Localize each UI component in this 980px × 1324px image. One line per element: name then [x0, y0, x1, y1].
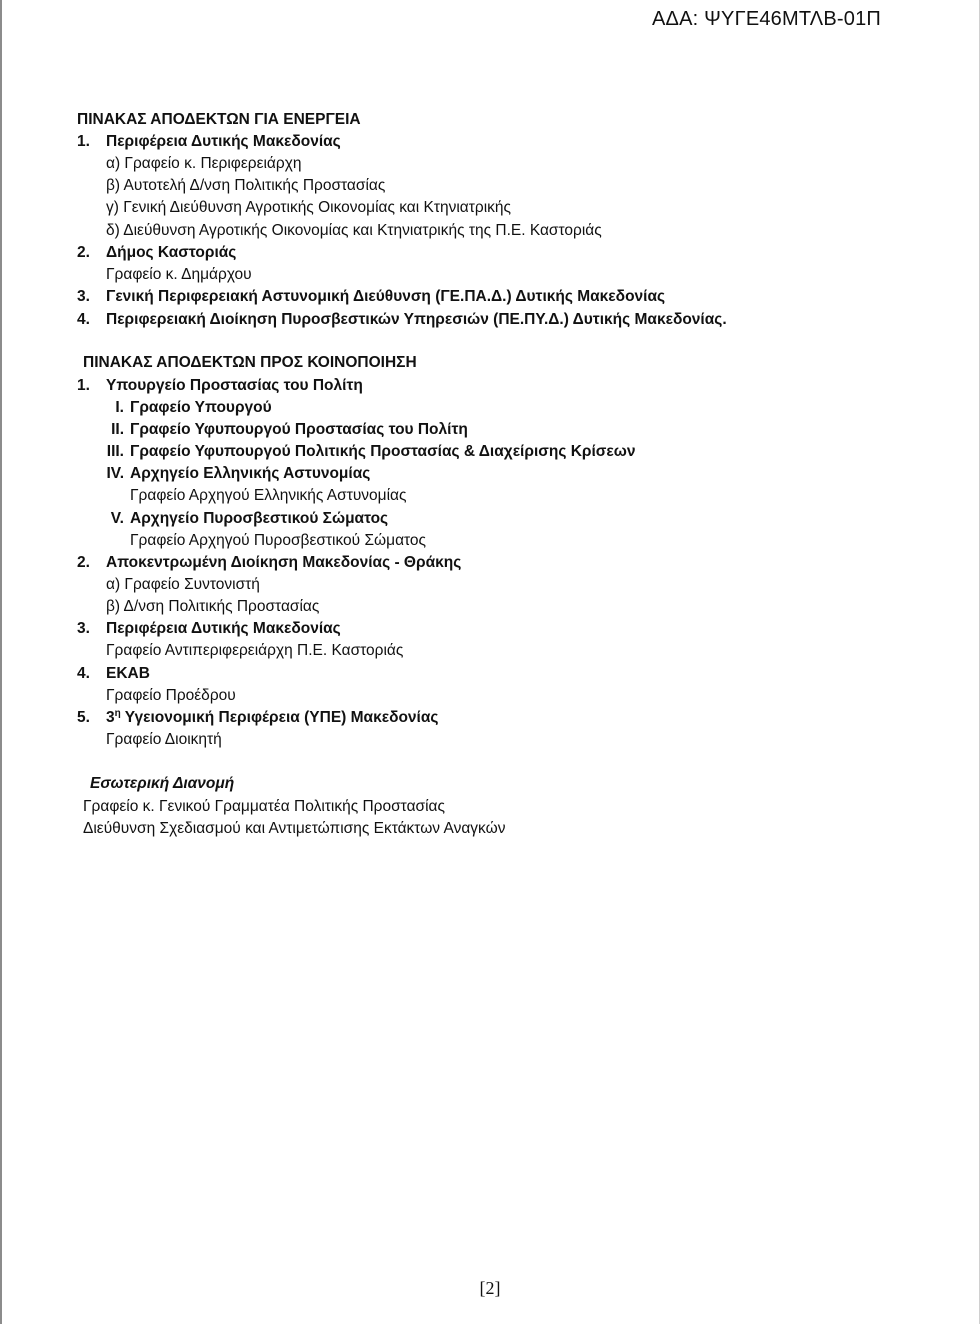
notify-item-2-sub-b: β) Δ/νση Πολιτικής Προστασίας: [106, 598, 320, 615]
notify-item-2-number: 2.: [77, 554, 90, 571]
action-item-1-sub-d: δ) Διεύθυνση Αγροτικής Οικονομίας και Κτηνιατρικής της Π.Ε. Καστοριάς: [106, 222, 602, 239]
roman-iii-name: Γραφείο Υφυπουργού Πολιτικής Προστασίας & Διαχείρισης Κρίσεων: [130, 443, 636, 460]
action-item-3-number: 3.: [77, 288, 90, 305]
notify-item-3-name: Περιφέρεια Δυτικής Μακεδονίας: [106, 620, 341, 637]
notify-item-4-sub: Γραφείο Προέδρου: [106, 687, 236, 704]
roman-i-number: I.: [115, 399, 124, 416]
action-item-4-name: Περιφερειακή Διοίκηση Πυροσβεστικών Υπηρεσιών (ΠΕ.ΠΥ.Δ.) Δυτικής Μακεδονίας.: [106, 311, 727, 328]
roman-v-name: Αρχηγείο Πυροσβεστικού Σώματος: [130, 510, 389, 527]
action-list-title: ΠΙΝΑΚΑΣ ΑΠΟΔΕΚΤΩΝ ΓΙΑ ΕΝΕΡΓΕΙΑ: [77, 111, 361, 128]
roman-iii-number: III.: [106, 443, 124, 460]
notify-item-2-sub-a: α) Γραφείο Συντονιστή: [106, 576, 260, 593]
notify-item-3-number: 3.: [77, 620, 90, 637]
action-item-2-name: Δήμος Καστοριάς: [106, 244, 237, 261]
internal-line-2: Διεύθυνση Σχεδιασμού και Αντιμετώπισης Εκτάκτων Αναγκών: [83, 820, 506, 837]
notify-item-5-name-rest: Υγειονομική Περιφέρεια (ΥΠΕ) Μακεδονίας: [120, 709, 439, 726]
roman-v-number: V.: [110, 510, 124, 527]
action-item-3-name: Γενική Περιφερειακή Αστυνομική Διεύθυνση (ΓΕ.ΠΑ.Δ.) Δυτικής Μακεδονίας: [106, 288, 666, 305]
roman-iv-sub: Γραφείο Αρχηγού Ελληνικής Αστυνομίας: [130, 487, 407, 504]
roman-iv-number: IV.: [106, 465, 124, 482]
action-item-2-sub: Γραφείο κ. Δημάρχου: [106, 266, 252, 283]
notify-item-5-name-prefix: 3: [106, 709, 115, 726]
notify-item-4-number: 4.: [77, 665, 90, 682]
notify-item-2-name: Αποκεντρωμένη Διοίκηση Μακεδονίας - Θράκης: [106, 554, 462, 571]
notify-item-5-name-sup: η: [114, 708, 121, 719]
roman-ii-name: Γραφείο Υφυπουργού Προστασίας του Πολίτη: [130, 421, 468, 438]
ada-code: ΑΔΑ: ΨΥΓΕ46ΜΤΛΒ-01Π: [652, 8, 882, 30]
notify-item-1-number: 1.: [77, 377, 90, 394]
internal-distribution-title: Εσωτερική Διανομή: [90, 775, 235, 792]
internal-line-1: Γραφείο κ. Γενικού Γραμματέα Πολιτικής Προστασίας: [83, 798, 445, 815]
notify-item-5-number: 5.: [77, 709, 90, 726]
roman-ii-number: II.: [111, 421, 124, 438]
roman-v-sub: Γραφείο Αρχηγού Πυροσβεστικού Σώματος: [130, 532, 427, 549]
action-item-4-number: 4.: [77, 311, 90, 328]
action-item-1-sub-a: α) Γραφείο κ. Περιφερειάρχη: [106, 155, 302, 172]
notify-item-4-name: ΕΚΑΒ: [106, 665, 150, 682]
notify-item-5-name: [106, 707, 438, 729]
action-item-1-sub-b: β) Αυτοτελή Δ/νση Πολιτικής Προστασίας: [106, 177, 386, 194]
notify-item-1-name: Υπουργείο Προστασίας του Πολίτη: [106, 377, 363, 394]
notify-list-title: ΠΙΝΑΚΑΣ ΑΠΟΔΕΚΤΩΝ ΠΡΟΣ ΚΟΙΝΟΠΟΙΗΣΗ: [83, 354, 417, 371]
action-item-1-name: Περιφέρεια Δυτικής Μακεδονίας: [106, 133, 341, 150]
page-number: [2]: [479, 1278, 501, 1298]
roman-i-name: Γραφείο Υπουργού: [130, 399, 272, 416]
notify-item-3-sub: Γραφείο Αντιπεριφερειάρχη Π.Ε. Καστοριάς: [106, 642, 404, 659]
roman-iv-name: Αρχηγείο Ελληνικής Αστυνομίας: [130, 465, 371, 482]
notify-item-5-sub: Γραφείο Διοικητή: [106, 731, 222, 748]
action-item-2-number: 2.: [77, 244, 90, 261]
action-item-1-sub-c: γ) Γενική Διεύθυνση Αγροτικής Οικονομίας και Κτηνιατρικής: [106, 199, 511, 216]
page-left-border: [0, 0, 2, 1324]
action-item-1-number: 1.: [77, 133, 90, 150]
